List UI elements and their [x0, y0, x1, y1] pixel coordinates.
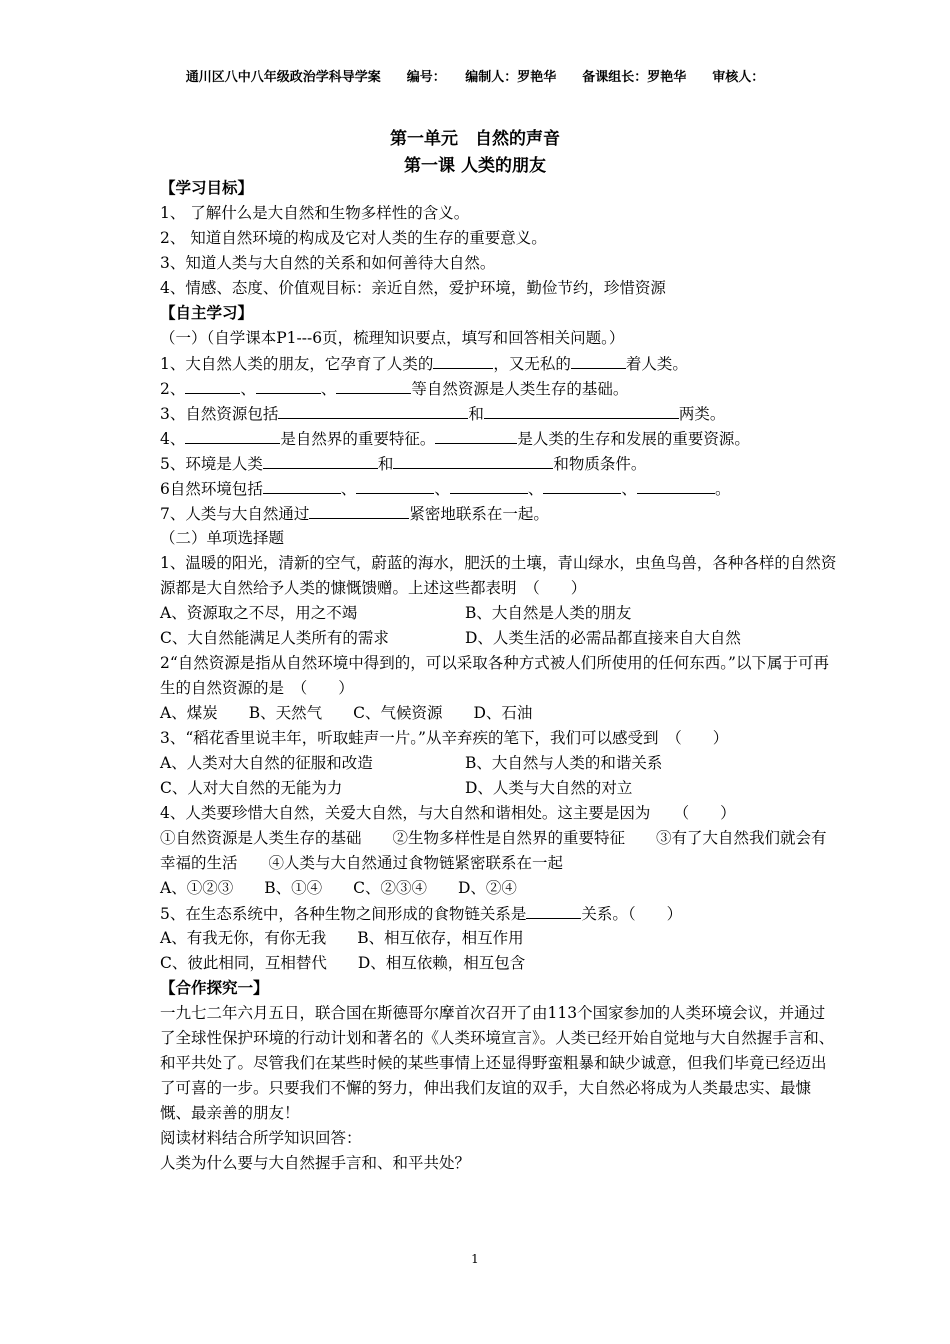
- fill-text: 、: [527, 480, 544, 498]
- fill-text: 是人类的生存和发展的重要资源。: [517, 430, 750, 448]
- answer-blank[interactable]: [336, 376, 411, 394]
- mc-question-1-options: [160, 626, 840, 651]
- mc-question-3-options: [160, 751, 840, 776]
- self-study-heading: 【自主学习】: [160, 304, 254, 322]
- option-b[interactable]: B、大自然与人类的和谐关系: [465, 754, 663, 772]
- answer-blank[interactable]: [571, 351, 626, 369]
- page-number: 1: [471, 1252, 479, 1266]
- fill-text: 着人类。: [625, 355, 688, 373]
- mc-question-4-options[interactable]: A、①②③ B、①④ C、②③④ D、②④: [160, 879, 517, 897]
- answer-blank[interactable]: [263, 476, 341, 494]
- fill-text: 。: [714, 480, 731, 498]
- option-b[interactable]: B、大自然是人类的朋友: [465, 604, 632, 622]
- fill-text: 紧密地联系在一起。: [409, 505, 549, 523]
- mc-question-1-stem: 1、温暖的阳光，清新的空气，蔚蓝的海水，肥沃的土壤，青山绿水，虫鱼鸟兽，各种各样的自然资源都是大自然给予人类的慷慨馈赠。上述这些都表明 （ ）: [160, 554, 837, 597]
- option-d[interactable]: D、人类与大自然的对立: [465, 779, 633, 797]
- mc-stem-text: 关系。（ ）: [581, 905, 683, 923]
- answer-blank[interactable]: [433, 351, 493, 369]
- fill-text: 、: [340, 480, 357, 498]
- fill-question-1: [160, 351, 840, 376]
- fill-text: 7、人类与大自然通过: [160, 505, 310, 523]
- option-a[interactable]: A、人类对大自然的征服和改造: [160, 754, 373, 772]
- explore-question: 人类为什么要与大自然握手言和、和平共处？: [160, 1154, 471, 1172]
- mc-question-2-stem: 2“自然资源是指从自然环境中得到的，可以采取各种方式被人们所使用的任何东西。”以下属于可再生的自然资源的是 （ ）: [160, 654, 829, 697]
- fill-text: 、: [240, 380, 256, 398]
- fill-text: 和: [468, 405, 484, 423]
- fill-text: 和: [377, 455, 394, 473]
- explore-passage: 一九七二年六月五日，联合国在斯德哥尔摩首次召开了由113个国家参加的人类环境会议，并通过了全球性保护环境的行动计划和著名的《人类环境宣言》。人类已经开始自觉地与大自然握手言和、和平共处了。尽管我们在某些时候的某些事情上还显得野蛮粗暴和缺少诚意，但我们毕竟已经迈出了可喜的一步。只要我们不懈的努力，伸出我们友谊的双手，大自然必将成为人类最忠实、最慷慨、最亲善的朋友！: [160, 1004, 835, 1122]
- fill-text: ，又无私的: [493, 355, 571, 373]
- fill-text: 、: [320, 380, 337, 398]
- page-header: 通川区八中八年级政治学科导学案 编号： 编制人：罗艳华 备课组长：罗艳华 审核人：: [185, 70, 765, 85]
- fill-text: 2、: [160, 380, 186, 398]
- answer-blank[interactable]: [435, 426, 517, 444]
- answer-blank[interactable]: [309, 501, 409, 519]
- part1-intro: （一）（自学课本P1---6页，梳理知识要点，填写和回答相关问题。）: [160, 329, 625, 347]
- fill-text: 是自然界的重要特征。: [280, 430, 436, 448]
- option-a[interactable]: A、资源取之不尽，用之不竭: [160, 604, 358, 622]
- option-c[interactable]: C、大自然能满足人类所有的需求: [160, 629, 389, 647]
- learning-goals-heading: 【学习目标】: [160, 179, 254, 197]
- mc-question-4-statements: ①自然资源是人类生存的基础 ②生物多样性是自然界的重要特征 ③有了大自然我们就会有幸福的生活 ④人类与大自然通过食物链紧密联系在一起: [160, 829, 827, 872]
- mc-question-4-stem: 4、人类要珍惜大自然，关爱大自然，与大自然和谐相处。这主要是因为 （ ）: [160, 804, 736, 822]
- goal-item: 3、知道人类与大自然的关系和如何善待大自然。: [160, 254, 496, 272]
- fill-question-6: [160, 476, 840, 501]
- fill-text: 6自然环境包括: [160, 480, 263, 498]
- explore-heading: 【合作探究一】: [160, 979, 269, 997]
- answer-blank[interactable]: [185, 376, 240, 394]
- worksheet-body: [160, 176, 840, 1176]
- mc-question-2-options[interactable]: A、煤炭 B、天然气 C、气候资源 D、石油: [160, 704, 533, 722]
- answer-blank[interactable]: [637, 476, 715, 494]
- answer-blank[interactable]: [393, 451, 553, 469]
- mc-question-5-options[interactable]: C、彼此相同，互相替代 D、相互依赖，相互包含: [160, 954, 526, 972]
- fill-text: 5、环境是人类: [160, 455, 263, 473]
- answer-blank[interactable]: [263, 451, 378, 469]
- mc-question-5-options[interactable]: A、有我无你，有你无我 B、相互依存，相互作用: [160, 929, 524, 947]
- fill-question-4: [160, 426, 840, 451]
- mc-stem-text: 5、在生态系统中，各种生物之间形成的食物链关系是: [160, 905, 527, 923]
- fill-question-3: [160, 401, 840, 426]
- mc-question-3-options: [160, 776, 840, 801]
- goal-item: 4、情感、态度、价值观目标：亲近自然，爱护环境，勤俭节约，珍惜资源: [160, 279, 666, 297]
- fill-text: 1、大自然人类的朋友，它孕育了人类的: [160, 355, 434, 373]
- answer-blank[interactable]: [543, 476, 621, 494]
- goal-item: 1、 了解什么是大自然和生物多样性的含义。: [160, 204, 470, 222]
- option-d[interactable]: D、人类生活的必需品都直接来自大自然: [465, 629, 741, 647]
- option-c[interactable]: C、人对大自然的无能为力: [160, 779, 343, 797]
- mc-question-1-options: [160, 601, 840, 626]
- fill-text: 、: [621, 480, 637, 498]
- answer-blank[interactable]: [526, 901, 581, 919]
- answer-blank[interactable]: [278, 401, 468, 419]
- goal-item: 2、 知道自然环境的构成及它对人类的生存的重要意义。: [160, 229, 547, 247]
- fill-question-5: [160, 451, 840, 476]
- fill-text: 等自然资源是人类生存的基础。: [411, 380, 629, 398]
- fill-text: 和物质条件。: [553, 455, 647, 473]
- answer-blank[interactable]: [356, 476, 434, 494]
- unit-title: 第一单元 自然的声音: [390, 129, 560, 149]
- explore-instruction: 阅读材料结合所学知识回答：: [160, 1129, 362, 1147]
- fill-text: 、: [434, 480, 450, 498]
- answer-blank[interactable]: [484, 401, 679, 419]
- part2-intro: （二）单项选择题: [160, 529, 285, 547]
- mc-question-5-stem: [160, 901, 840, 926]
- answer-blank[interactable]: [256, 376, 321, 394]
- fill-text: 3、自然资源包括: [160, 405, 279, 423]
- mc-question-3-stem: 3、“稻花香里说丰年，听取蛙声一片。”从辛弃疾的笔下，我们可以感受到 （ ）: [160, 729, 729, 747]
- answer-blank[interactable]: [450, 476, 528, 494]
- fill-question-2: [160, 376, 840, 401]
- fill-question-7: [160, 501, 840, 526]
- fill-text: 4、: [160, 430, 186, 448]
- fill-text: 两类。: [678, 405, 726, 423]
- lesson-title: 第一课 人类的朋友: [404, 156, 546, 176]
- answer-blank[interactable]: [185, 426, 280, 444]
